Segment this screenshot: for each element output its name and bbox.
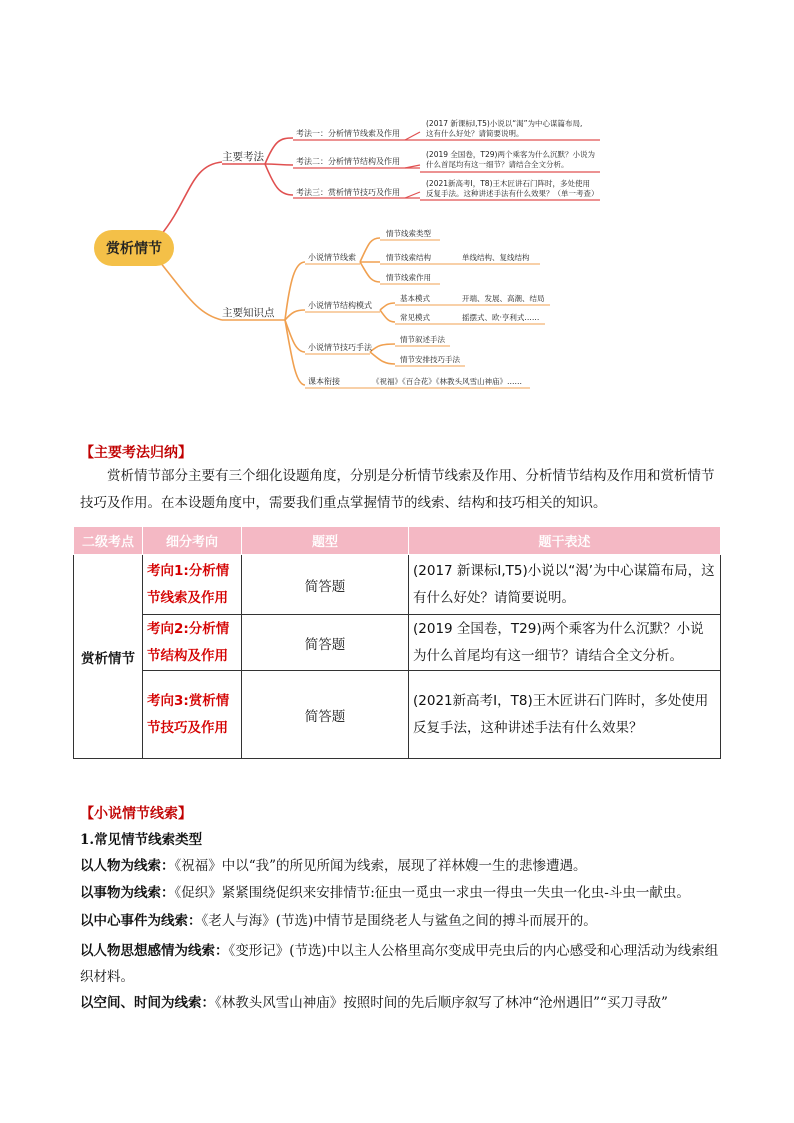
header-category: 二级考点: [74, 527, 143, 555]
clue-structure-extra: 单线结构、复线结构: [462, 253, 530, 262]
clue-item-label: 以事物为线索：: [80, 885, 175, 901]
table-row: [74, 671, 721, 759]
desc-cell: (2019 全国卷，T29)两个乘客为什么沉默？小说为什么首尾均有这一细节？请结合全文分析。: [409, 615, 721, 671]
clue-item: [80, 938, 725, 990]
desc-cell: (2017 新课标Ⅰ,T5)小说以“渴’为中心谋篇布局，这有什么好处？请简要说明。: [409, 555, 721, 615]
branch1-label: 主要考法: [222, 151, 264, 163]
method-2-note-line1: (2019 全国卷，T29)两个乘客为什么沉默？小说为: [426, 150, 595, 159]
narration-technique-label: 情节叙述手法: [400, 335, 445, 344]
method-2-note-line2: 什么首尾均有这一细节？请结合全文分析。: [426, 160, 569, 169]
method-3-note-line2: 反复手法。这种讲述手法有什么效果？（单一考查）: [426, 189, 599, 198]
clue-item-text: 《林教头风雪山神庙》按照时间的先后顺序叙写了林冲“沧州遇旧”“买刀寻敌”: [215, 995, 668, 1011]
clue-item: [80, 993, 730, 1013]
group-textbook-label: 课本衔接: [308, 377, 340, 386]
arrangement-technique-label: 情节安排技巧手法: [400, 355, 460, 364]
clue-types-subtitle: 1.常见情节线索类型: [80, 832, 203, 848]
direction-cell: 考向2:分析情节结构及作用: [143, 615, 242, 671]
header-type: 题型: [242, 527, 409, 555]
method-1-note-line1: (2017 新课标Ⅰ,T5)小说以“渴”为中心谋篇布局,: [426, 119, 583, 128]
table-header-row: [74, 527, 721, 555]
type-cell: 简答题: [242, 671, 409, 759]
type-cell: 简答题: [242, 615, 409, 671]
common-mode-label: 常见模式: [400, 313, 430, 322]
direction-cell: 考向3:赏析情节技巧及作用: [143, 671, 242, 759]
topics-table: [73, 526, 721, 759]
section-title-clues: 【小说情节线索】: [80, 806, 192, 822]
category-cell: 赏析情节: [74, 555, 143, 759]
clue-item-text: 《促织》紧紧围绕促织来安排情节:征虫一觅虫一求虫一得虫一失虫一化虫-斗虫一献虫。: [174, 885, 690, 901]
clue-type-label: 情节线索类型: [386, 229, 431, 238]
svg-text:赏析情节: 赏析情节: [106, 241, 162, 257]
clue-item: [80, 856, 730, 876]
type-cell: 简答题: [242, 555, 409, 615]
group-structure-label: 小说情节结构模式: [308, 301, 372, 310]
table-row: [74, 555, 721, 615]
method-1-note-line2: 这有什么好处？请简要说明。: [426, 129, 524, 138]
clue-item-text: 《老人与海》(节选)中情节是围绕老人与鲨鱼之间的搏斗而展开的。: [201, 913, 597, 929]
clue-item-text: 《祝福》中以“我”的所见所闻为线索，展现了祥林嫂一生的悲惨遭遇。: [174, 858, 587, 874]
methods-paragraph: 赏析情节部分主要有三个细化设题角度，分别是分析情节线索及作用、分析情节结构及作用和赏析情节技巧及作用。在本设题角度中，需要我们重点掌握情节的线索、结构和技巧相关的知识。: [80, 468, 715, 511]
clue-item-label: 以空间、时间为线索：: [80, 995, 215, 1011]
desc-cell: (2021新高考Ⅰ，T8)王木匠讲石门阵时，多处使用反复手法，这种讲述手法有什么效果？: [409, 671, 721, 759]
clue-structure-label: 情节线索结构: [386, 253, 431, 262]
clue-item-label: 以中心事件为线索：: [80, 913, 202, 929]
clue-item: [80, 911, 730, 931]
method-2-label: 考法二：分析情节结构及作用: [296, 157, 400, 166]
basic-mode-extra: 开端、发展、高潮、结局: [462, 294, 545, 303]
textbook-extra: 《祝福》《百合花》《林教头风雪山神庙》……: [372, 377, 522, 386]
header-desc: 题干表述: [409, 527, 721, 555]
section-title-methods: 【主要考法归纳】: [80, 445, 192, 461]
clue-function-label: 情节线索作用: [386, 273, 431, 282]
mindmap-root: [94, 230, 174, 266]
branch2-label: 主要知识点: [222, 307, 275, 319]
header-direction: 细分考向: [143, 527, 242, 555]
common-mode-extra: 摇摆式、欧·亨利式……: [462, 313, 540, 322]
group-clue-label: 小说情节线索: [308, 253, 356, 262]
clue-item: [80, 883, 730, 903]
method-1-label: 考法一：分析情节线索及作用: [296, 129, 400, 138]
group-technique-label: 小说情节技巧手法: [308, 343, 372, 352]
basic-mode-label: 基本模式: [400, 294, 430, 303]
table-row: [74, 615, 721, 671]
mind-map: [0, 0, 794, 400]
direction-cell: 考向1:分析情节线索及作用: [143, 555, 242, 615]
clue-item-label: 以人物思想感情为线索：: [80, 943, 229, 959]
method-3-label: 考法三：赏析情节技巧及作用: [296, 188, 400, 197]
clue-item-label: 以人物为线索：: [80, 858, 175, 874]
clue-item-text: 《变形记》(节选)中以主人公格里高尔变成甲壳虫后的内心感受和心理活动为线索组织材料。: [80, 943, 719, 985]
method-3-note-line1: (2021新高考Ⅰ，T8)王木匠讲石门阵时，多处使用: [426, 179, 591, 188]
